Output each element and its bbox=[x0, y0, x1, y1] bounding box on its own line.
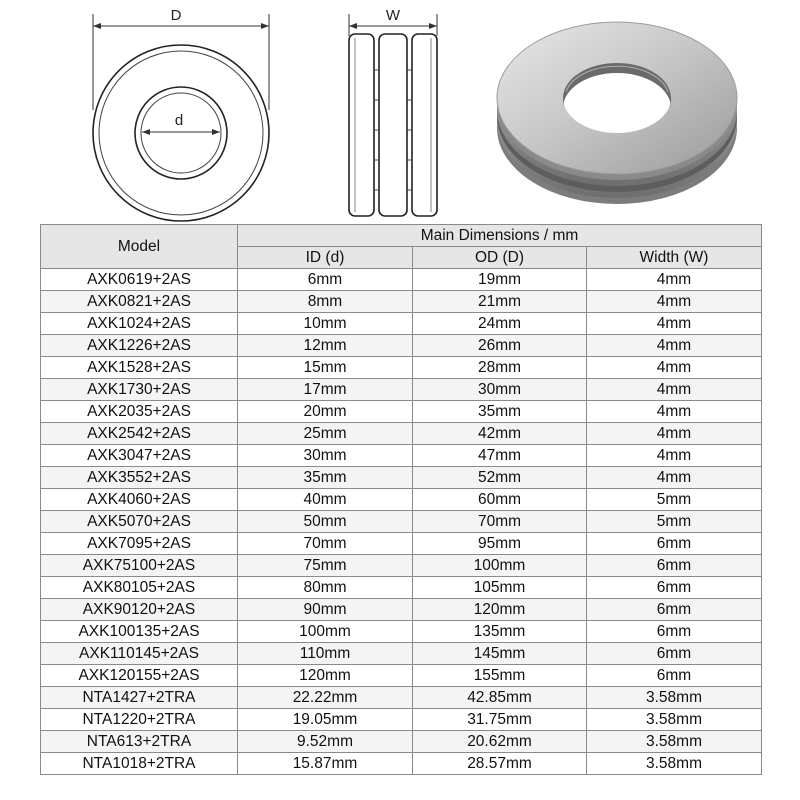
model-cell: AXK3047+2AS bbox=[41, 445, 238, 467]
width-cell: 5mm bbox=[587, 511, 762, 533]
width-cell: 3.58mm bbox=[587, 731, 762, 753]
od-cell: 155mm bbox=[413, 665, 587, 687]
table-row bbox=[41, 555, 762, 577]
id-cell: 22.22mm bbox=[238, 687, 413, 709]
width-cell: 6mm bbox=[587, 577, 762, 599]
width-cell: 4mm bbox=[587, 379, 762, 401]
od-cell: 26mm bbox=[413, 335, 587, 357]
od-cell: 28mm bbox=[413, 357, 587, 379]
table-row bbox=[41, 489, 762, 511]
width-column-header: Width (W) bbox=[587, 247, 762, 269]
model-cell: AXK1024+2AS bbox=[41, 313, 238, 335]
id-cell: 90mm bbox=[238, 599, 413, 621]
table-row bbox=[41, 533, 762, 555]
bearing-illustrations bbox=[0, 0, 800, 222]
inner-diameter-label: d bbox=[174, 112, 184, 129]
model-cell: AXK3552+2AS bbox=[41, 467, 238, 489]
id-cell: 15.87mm bbox=[238, 753, 413, 775]
dimensions-table bbox=[40, 224, 762, 775]
front-view-drawing bbox=[93, 7, 269, 221]
id-cell: 110mm bbox=[238, 643, 413, 665]
model-cell: AXK120155+2AS bbox=[41, 665, 238, 687]
table-row bbox=[41, 335, 762, 357]
model-cell: AXK1226+2AS bbox=[41, 335, 238, 357]
od-cell: 100mm bbox=[413, 555, 587, 577]
od-cell: 120mm bbox=[413, 599, 587, 621]
model-cell: AXK1528+2AS bbox=[41, 357, 238, 379]
od-cell: 95mm bbox=[413, 533, 587, 555]
model-cell: AXK80105+2AS bbox=[41, 577, 238, 599]
model-cell: AXK0821+2AS bbox=[41, 291, 238, 313]
id-cell: 70mm bbox=[238, 533, 413, 555]
od-cell: 30mm bbox=[413, 379, 587, 401]
width-cell: 6mm bbox=[587, 621, 762, 643]
id-cell: 25mm bbox=[238, 423, 413, 445]
width-cell: 3.58mm bbox=[587, 753, 762, 775]
id-column-header: ID (d) bbox=[238, 247, 413, 269]
id-cell: 35mm bbox=[238, 467, 413, 489]
model-cell: AXK1730+2AS bbox=[41, 379, 238, 401]
od-cell: 105mm bbox=[413, 577, 587, 599]
od-column-header: OD (D) bbox=[413, 247, 587, 269]
model-cell: NTA1427+2TRA bbox=[41, 687, 238, 709]
model-cell: NTA1220+2TRA bbox=[41, 709, 238, 731]
id-cell: 20mm bbox=[238, 401, 413, 423]
model-cell: AXK4060+2AS bbox=[41, 489, 238, 511]
id-cell: 100mm bbox=[238, 621, 413, 643]
width-cell: 4mm bbox=[587, 401, 762, 423]
od-cell: 70mm bbox=[413, 511, 587, 533]
od-cell: 47mm bbox=[413, 445, 587, 467]
od-cell: 60mm bbox=[413, 489, 587, 511]
model-cell: AXK5070+2AS bbox=[41, 511, 238, 533]
id-cell: 30mm bbox=[238, 445, 413, 467]
table-row bbox=[41, 687, 762, 709]
width-cell: 3.58mm bbox=[587, 709, 762, 731]
id-cell: 8mm bbox=[238, 291, 413, 313]
width-label: W bbox=[385, 7, 401, 24]
od-cell: 42mm bbox=[413, 423, 587, 445]
id-cell: 80mm bbox=[238, 577, 413, 599]
width-cell: 4mm bbox=[587, 357, 762, 379]
id-cell: 9.52mm bbox=[238, 731, 413, 753]
model-header: Model bbox=[41, 225, 238, 269]
model-cell: AXK7095+2AS bbox=[41, 533, 238, 555]
od-cell: 135mm bbox=[413, 621, 587, 643]
table-row bbox=[41, 313, 762, 335]
thrust-bearing-photo bbox=[497, 22, 737, 204]
od-cell: 19mm bbox=[413, 269, 587, 291]
id-cell: 75mm bbox=[238, 555, 413, 577]
width-cell: 4mm bbox=[587, 445, 762, 467]
table-row bbox=[41, 731, 762, 753]
id-cell: 19.05mm bbox=[238, 709, 413, 731]
width-cell: 6mm bbox=[587, 555, 762, 577]
table-row bbox=[41, 709, 762, 731]
model-cell: AXK90120+2AS bbox=[41, 599, 238, 621]
width-cell: 4mm bbox=[587, 467, 762, 489]
table-row bbox=[41, 511, 762, 533]
width-cell: 6mm bbox=[587, 533, 762, 555]
table-row bbox=[41, 291, 762, 313]
side-view-drawing bbox=[349, 7, 437, 216]
model-cell: AXK2542+2AS bbox=[41, 423, 238, 445]
od-cell: 52mm bbox=[413, 467, 587, 489]
id-cell: 12mm bbox=[238, 335, 413, 357]
table-row bbox=[41, 401, 762, 423]
width-cell: 6mm bbox=[587, 665, 762, 687]
table-row bbox=[41, 753, 762, 775]
id-cell: 50mm bbox=[238, 511, 413, 533]
width-cell: 6mm bbox=[587, 643, 762, 665]
model-cell: NTA613+2TRA bbox=[41, 731, 238, 753]
table-row bbox=[41, 665, 762, 687]
table-row bbox=[41, 467, 762, 489]
id-cell: 17mm bbox=[238, 379, 413, 401]
model-cell: AXK110145+2AS bbox=[41, 643, 238, 665]
table-row bbox=[41, 643, 762, 665]
od-cell: 35mm bbox=[413, 401, 587, 423]
model-cell: AXK100135+2AS bbox=[41, 621, 238, 643]
od-cell: 28.57mm bbox=[413, 753, 587, 775]
width-cell: 4mm bbox=[587, 269, 762, 291]
model-cell: AXK2035+2AS bbox=[41, 401, 238, 423]
od-cell: 20.62mm bbox=[413, 731, 587, 753]
width-cell: 5mm bbox=[587, 489, 762, 511]
width-cell: 4mm bbox=[587, 335, 762, 357]
table-row bbox=[41, 269, 762, 291]
table-row bbox=[41, 357, 762, 379]
table-row bbox=[41, 577, 762, 599]
od-cell: 42.85mm bbox=[413, 687, 587, 709]
table-row bbox=[41, 445, 762, 467]
width-cell: 4mm bbox=[587, 423, 762, 445]
od-cell: 24mm bbox=[413, 313, 587, 335]
id-cell: 40mm bbox=[238, 489, 413, 511]
model-cell: AXK0619+2AS bbox=[41, 269, 238, 291]
id-cell: 10mm bbox=[238, 313, 413, 335]
width-cell: 3.58mm bbox=[587, 687, 762, 709]
outer-diameter-label: D bbox=[170, 7, 182, 24]
id-cell: 6mm bbox=[238, 269, 413, 291]
od-cell: 145mm bbox=[413, 643, 587, 665]
table-row bbox=[41, 423, 762, 445]
table-row bbox=[41, 621, 762, 643]
table-row bbox=[41, 379, 762, 401]
id-cell: 15mm bbox=[238, 357, 413, 379]
main-dimensions-header: Main Dimensions / mm bbox=[238, 225, 762, 247]
od-cell: 31.75mm bbox=[413, 709, 587, 731]
width-cell: 4mm bbox=[587, 291, 762, 313]
model-cell: NTA1018+2TRA bbox=[41, 753, 238, 775]
table-row bbox=[41, 599, 762, 621]
id-cell: 120mm bbox=[238, 665, 413, 687]
model-cell: AXK75100+2AS bbox=[41, 555, 238, 577]
od-cell: 21mm bbox=[413, 291, 587, 313]
width-cell: 4mm bbox=[587, 313, 762, 335]
width-cell: 6mm bbox=[587, 599, 762, 621]
